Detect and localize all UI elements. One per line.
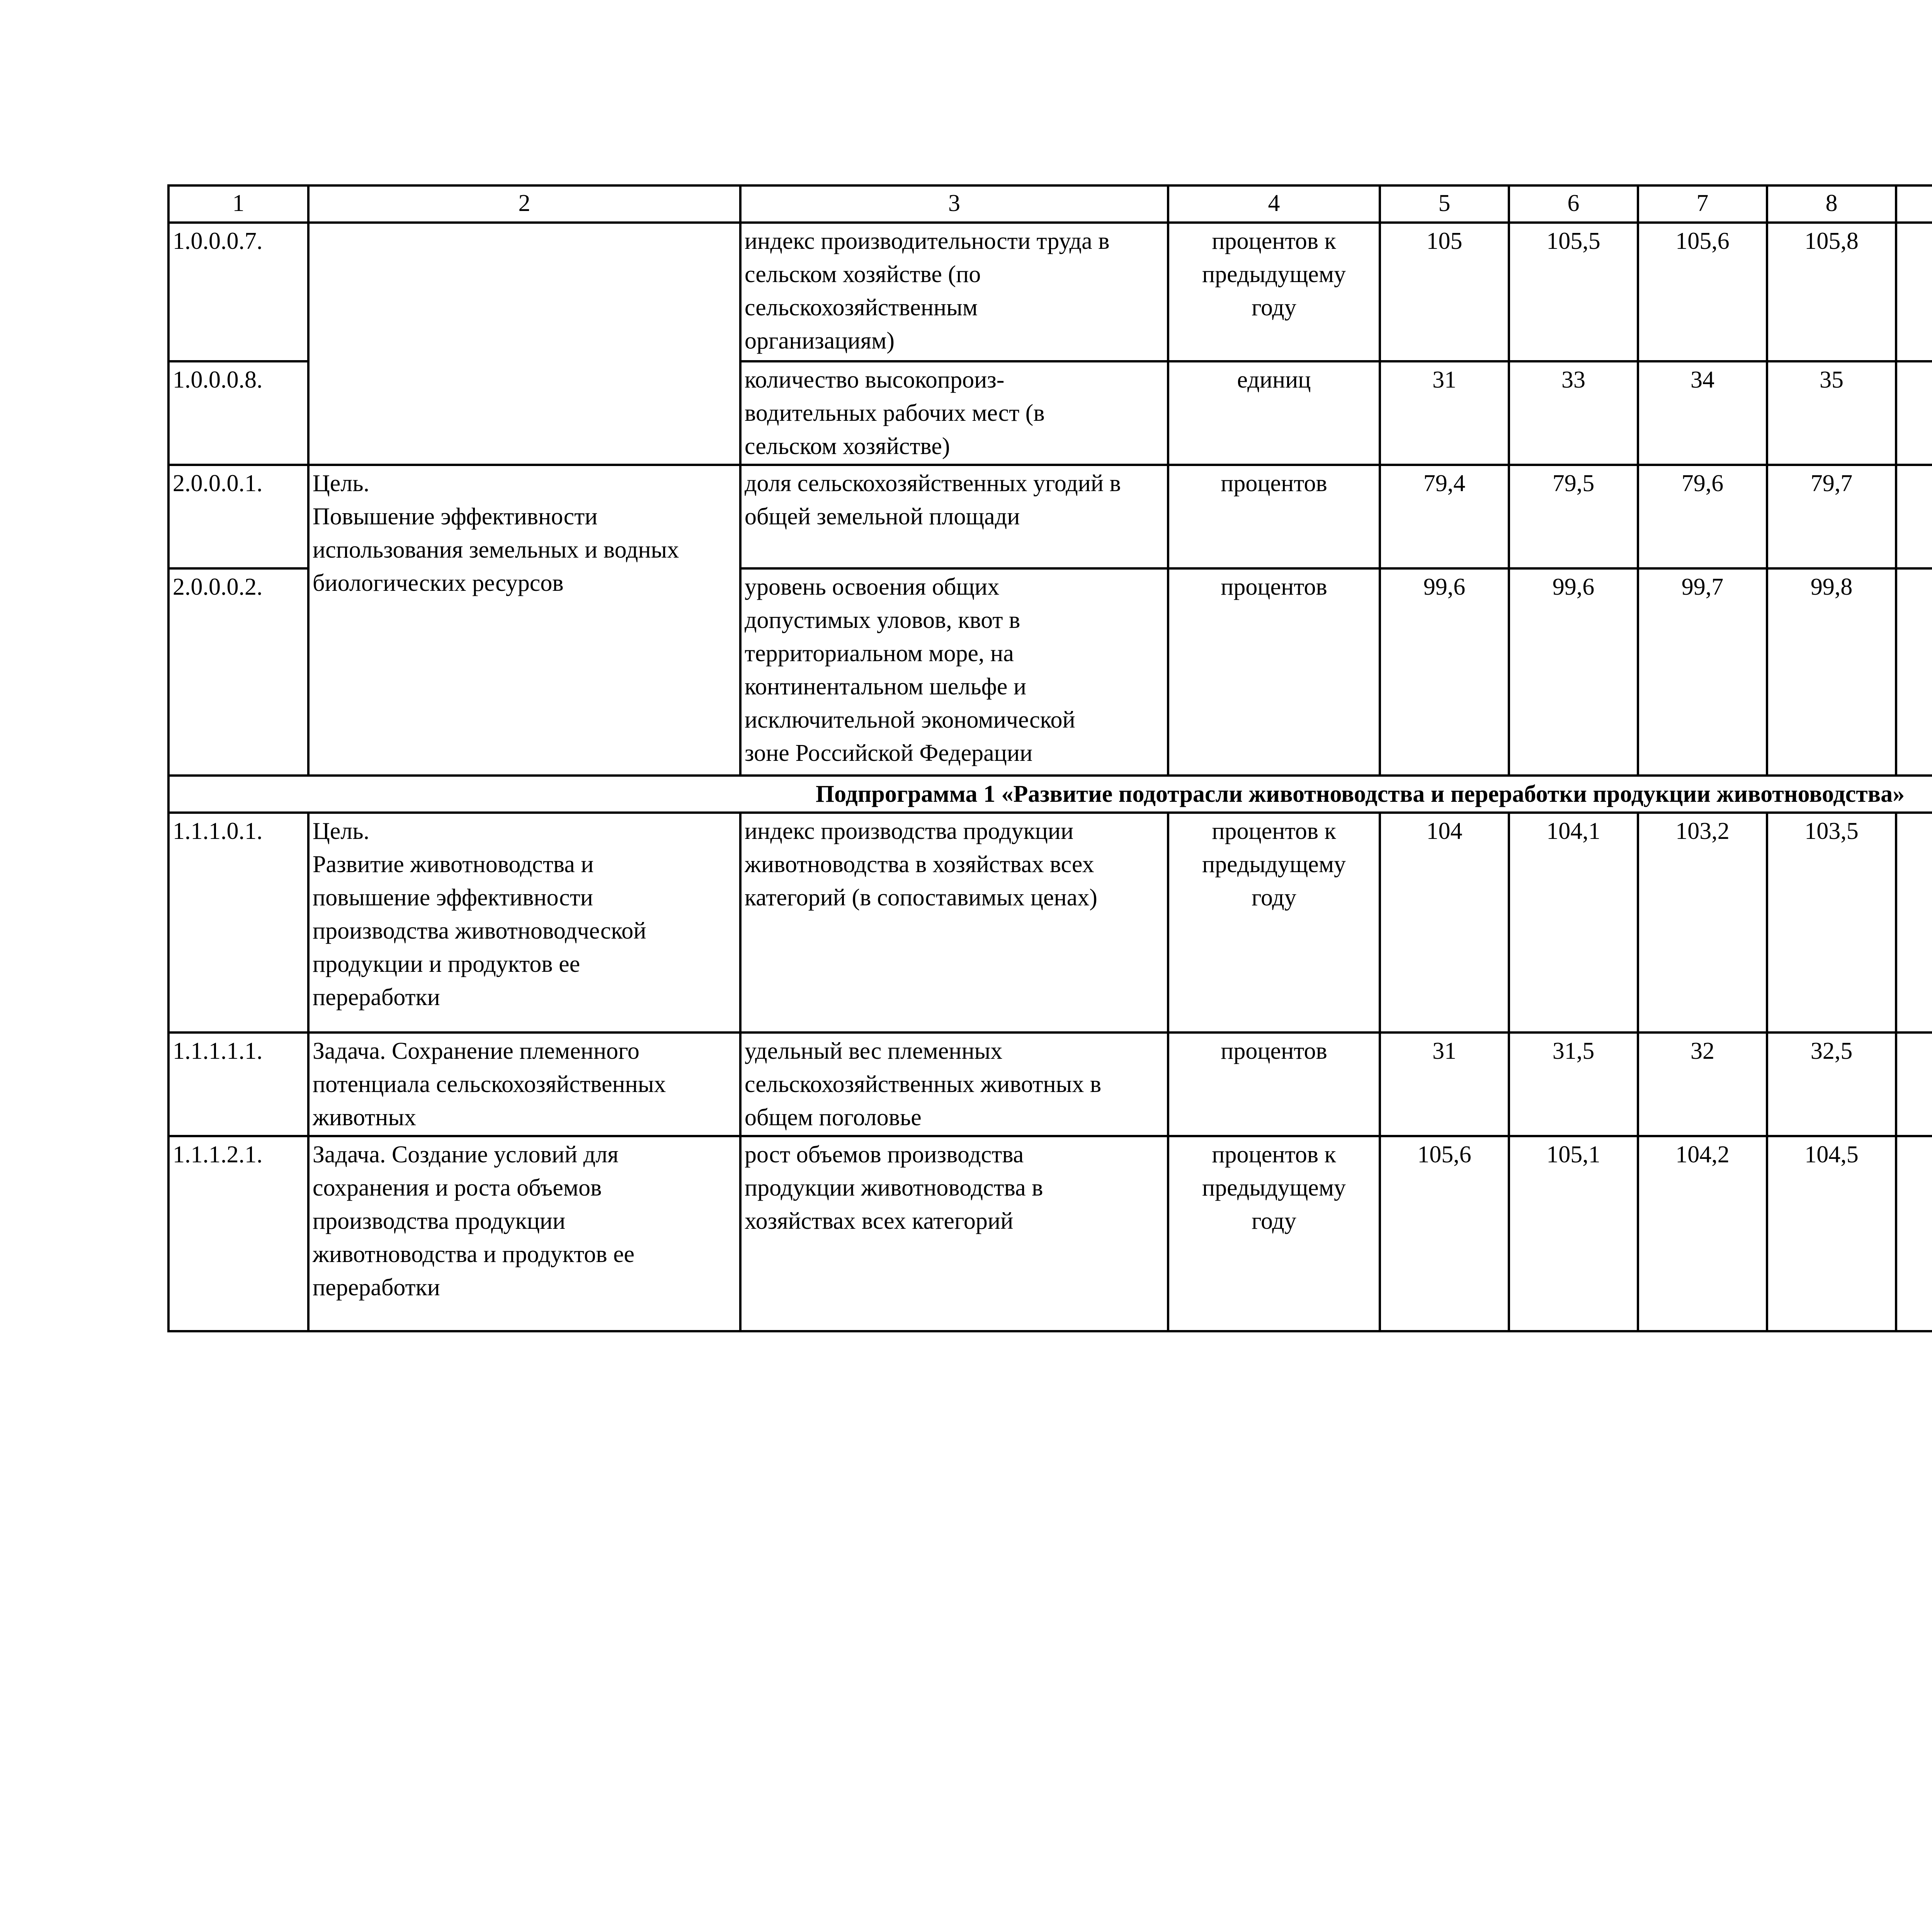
value-cell: 99,6 [1509,568,1638,776]
header-cell: 7 [1638,185,1767,223]
row-code: 2.0.0.0.1. [168,465,308,568]
section-row [168,776,1932,813]
column-number-header-row [168,185,1932,223]
value-cell: 79,4 [1380,465,1509,568]
value-cell [1896,223,1932,361]
value-cell: 79,6 [1638,465,1767,568]
unit-cell: процентов к предыдущему году [1168,223,1380,361]
goal-cell: Цель. Повышение эффективности использования земельных и водных биологических ресурсов [308,465,740,776]
value-cell [1896,813,1932,1032]
value-cell: 105,6 [1380,1136,1509,1331]
unit-cell: процентов к предыдущему году [1168,813,1380,1032]
header-cell: 1 [168,185,308,223]
value-cell: 32,5 [1767,1032,1896,1136]
value-cell: 103,2 [1638,813,1767,1032]
indicator-cell: индекс производительности труда в сельском хозяйстве (по сельскохозяйственным организациям) [740,223,1168,361]
value-cell [1896,465,1932,568]
row-code: 2.0.0.0.2. [168,568,308,776]
value-cell: 104,2 [1638,1136,1767,1331]
value-cell [1896,1136,1932,1331]
value-cell [1896,1032,1932,1136]
table-row [168,813,1932,1032]
value-cell: 104,1 [1509,813,1638,1032]
goal-cell: Задача. Сохранение племенного потенциала сельскохозяйственных животных [308,1032,740,1136]
table-row [168,1032,1932,1136]
value-cell: 105,1 [1509,1136,1638,1331]
indicator-cell: доля сельскохозяйственных угодий в общей земельной площади [740,465,1168,568]
unit-cell: процентов [1168,465,1380,568]
header-cell: 3 [740,185,1168,223]
value-cell: 104,5 [1767,1136,1896,1331]
value-cell: 31,5 [1509,1032,1638,1136]
value-cell: 99,6 [1380,568,1509,776]
goal-cell: Цель. Развитие животноводства и повышение эффективности производства животноводческой продукции и продуктов ее переработки [308,813,740,1032]
indicator-cell: индекс производства продукции животноводства в хозяйствах всех категорий (в сопоставимых ценах) [740,813,1168,1032]
indicator-cell: количество высокопроиз- водительных рабочих мест (в сельском хозяйстве) [740,361,1168,465]
goal-cell [308,223,740,465]
value-cell: 31 [1380,1032,1509,1136]
indicator-cell: рост объемов производства продукции животноводства в хозяйствах всех категорий [740,1136,1168,1331]
value-cell: 105,6 [1638,223,1767,361]
table-row [168,1136,1932,1331]
value-cell: 35 [1767,361,1896,465]
table-row [168,223,1932,361]
header-cell: 6 [1509,185,1638,223]
value-cell: 105,5 [1509,223,1638,361]
row-code: 1.1.1.2.1. [168,1136,308,1331]
unit-cell: единиц [1168,361,1380,465]
value-cell: 32 [1638,1032,1767,1136]
header-cell: 5 [1380,185,1509,223]
unit-cell: процентов к предыдущему году [1168,1136,1380,1331]
header-cell: 8 [1767,185,1896,223]
indicators-table [167,184,1932,1332]
value-cell: 31 [1380,361,1509,465]
value-cell: 105 [1380,223,1509,361]
unit-cell: процентов [1168,1032,1380,1136]
unit-cell: процентов [1168,568,1380,776]
row-code: 1.1.1.1.1. [168,1032,308,1136]
value-cell: 79,5 [1509,465,1638,568]
value-cell: 34 [1638,361,1767,465]
goal-cell: Задача. Создание условий для сохранения и роста объемов производства продукции животноводства и продуктов ее переработки [308,1136,740,1331]
header-cell: 2 [308,185,740,223]
indicator-cell: удельный вес племенных сельскохозяйственных животных в общем поголовье [740,1032,1168,1136]
table-row [168,465,1932,568]
row-code: 1.1.1.0.1. [168,813,308,1032]
header-cell: 4 [1168,185,1380,223]
value-cell: 103,5 [1767,813,1896,1032]
value-cell [1896,568,1932,776]
value-cell: 99,7 [1638,568,1767,776]
indicator-cell: уровень освоения общих допустимых уловов, квот в территориальном море, на континентальном шельфе и исключительной экономической зоне Российской Федерации [740,568,1168,776]
value-cell: 79,7 [1767,465,1896,568]
value-cell: 105,8 [1767,223,1896,361]
value-cell: 99,8 [1767,568,1896,776]
value-cell: 33 [1509,361,1638,465]
header-cell [1896,185,1932,223]
subprogram-title: Подпрограмма 1 «Развитие подотрасли животноводства и переработки продукции животноводства» [168,776,1932,813]
row-code: 1.0.0.0.7. [168,223,308,361]
row-code: 1.0.0.0.8. [168,361,308,465]
value-cell [1896,361,1932,465]
value-cell: 104 [1380,813,1509,1032]
